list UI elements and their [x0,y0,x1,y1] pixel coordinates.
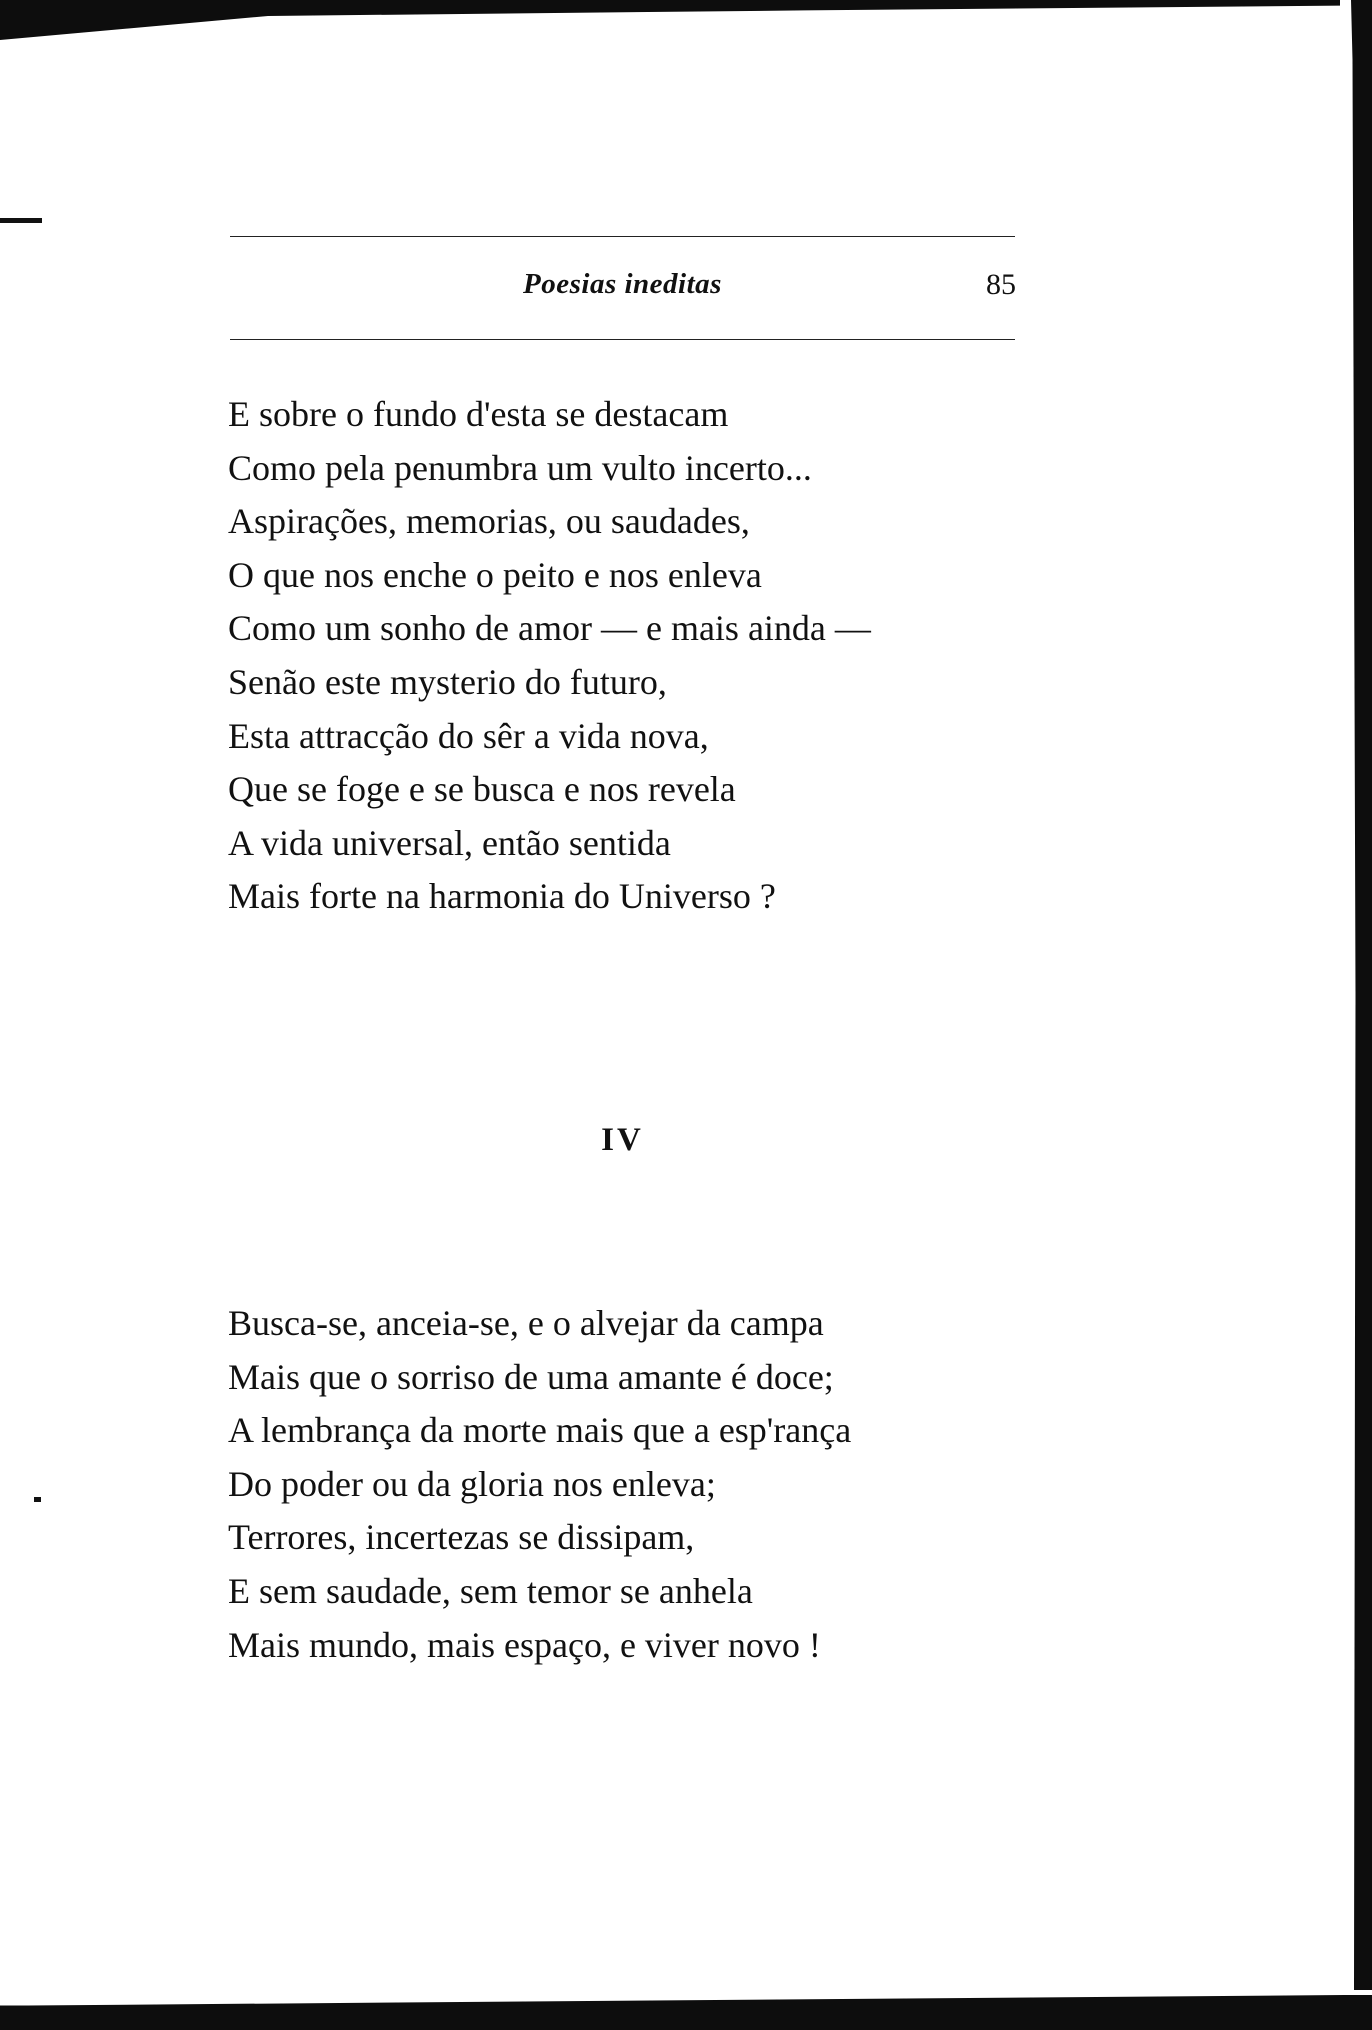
verse-line: Do poder ou da gloria nos enleva; [228,1463,716,1504]
verse-line: Que se foge e se busca e nos revela [228,769,736,810]
scan-mark [0,218,42,223]
stanza-2 [228,1297,851,1672]
scan-border-right [1342,0,1372,1990]
page-number: 85 [986,268,1016,301]
verse-line: O que nos enche o peito e nos enleva [228,554,762,595]
verse-line: Como pela penumbra um vulto incerto... [228,447,812,488]
verse-line: Terrores, incertezas se dissipam, [228,1517,695,1558]
verse-line: E sem saudade, sem temor se anhela [228,1570,753,1611]
scan-mark [34,1497,41,1502]
verse-line: Mais forte na harmonia do Universo ? [228,876,776,917]
stanza-1 [228,388,871,924]
header-rule-top [230,236,1015,237]
verse-line: Aspirações, memorias, ou saudades, [228,501,750,542]
scan-border-top [0,0,1340,40]
section-heading: IV [601,1122,644,1158]
verse-line: Busca-se, anceia-se, e o alvejar da campa [228,1303,824,1343]
verse-line: A lembrança da morte mais que a esp'rança [228,1410,852,1451]
scan-border-bottom [0,1995,1372,2030]
verse-line: Mais mundo, mais espaço, e viver novo ! [228,1624,821,1665]
verse-line: E sobre o fundo d'esta se destacam [228,394,729,434]
verse-line: Mais que o sorriso de uma amante é doce; [228,1356,834,1397]
header-rule-bottom [230,339,1015,340]
verse-line: Como um sonho de amor — e mais ainda — [228,608,871,649]
verse-line: A vida universal, então sentida [228,822,671,863]
running-title: Poesias ineditas [523,268,722,300]
verse-line: Esta attracção do sêr a vida nova, [228,715,709,756]
verse-line: Senão este mysterio do futuro, [228,661,667,702]
